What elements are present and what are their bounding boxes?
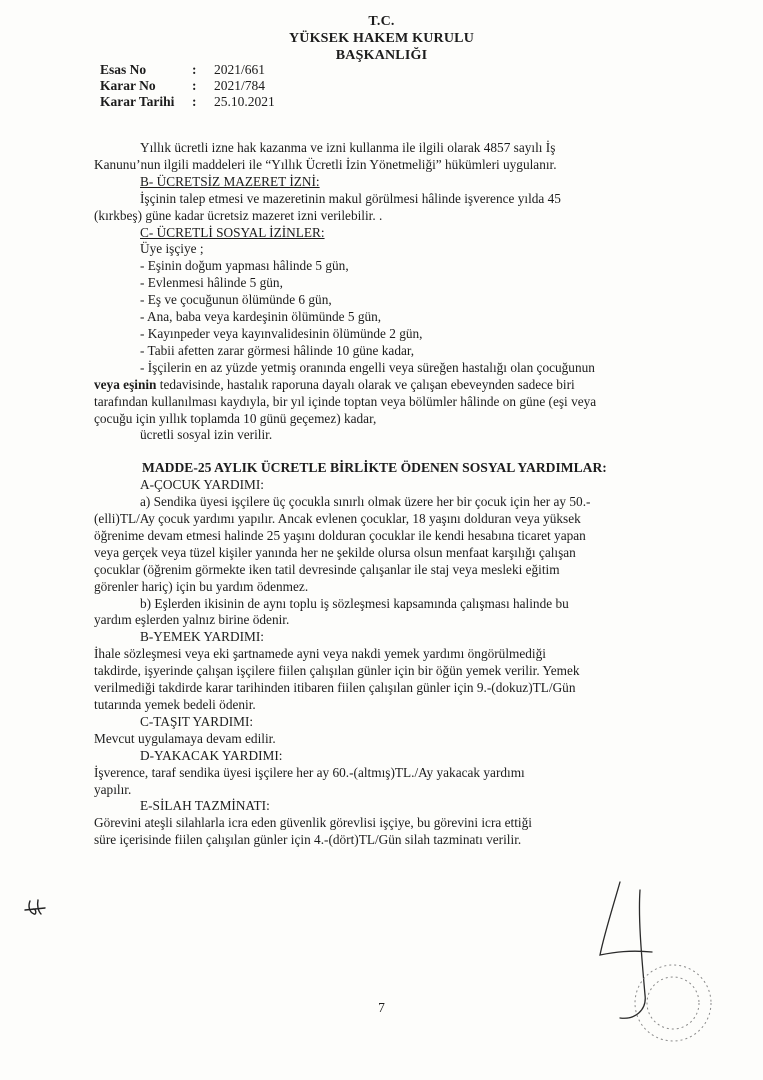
meta-value: 2021/661 [214, 62, 266, 77]
section-title-meal-aid: B-YEMEK YARDIMI: [140, 629, 264, 645]
meta-label: Karar Tarihi [100, 94, 175, 109]
paragraph-line: Kanunu’nun ilgili maddeleri ile “Yıllık Ücretli İzin Yönetmeliği” hükümleri uygulanır. [94, 156, 557, 172]
meta-value: 25.10.2021 [214, 94, 275, 109]
paragraph-line: a) Sendika üyesi işçilere üç çocukla sınırlı olmak üzere her bir çocuk için her ay 50.- [140, 494, 591, 510]
paragraph-line: (kırkbeş) güne kadar ücretsiz mazeret izni verilebilir. . [94, 207, 383, 223]
paragraph-line: süre içerisinde fiilen çalışılan günler için 4.-(dört)TL/Gün silah tazminatı verilir. [94, 832, 522, 848]
paragraph-line: yardım eşlerden yalnız birine ödenir. [94, 612, 290, 628]
section-title-fuel-aid: D-YAKACAK YARDIMI: [140, 747, 283, 763]
meta-row-esas [100, 62, 275, 78]
paragraph-line: görenler hariç) için bu yardım ödenmez. [94, 578, 309, 594]
document-body [94, 140, 698, 849]
line-text: tedavisinde, hastalık raporuna dayalı olarak ve çalışan ebeveynden sadece biri [156, 376, 575, 392]
paragraph-line: öğrenime devam etmesi halinde 25 yaşını dolduran çocuklar ile kendi hesabına ticaret yapan [94, 527, 586, 543]
paragraph-line: çocuklar (öğrenim görmekte iken tatil devresinde çalışanlar ile staj veya mesleki eğitim [94, 561, 560, 577]
paragraph-line: veya gerçek veya tüzel kişiler yanında her ne şekilde olursa olsun menfaat karşılığı çalışan [94, 544, 576, 560]
paragraph-line: çocuğu için yıllık toplamda 10 günü geçemez) kadar, [94, 410, 377, 426]
paragraph-line: İşverence, taraf sendika üyesi işçilere her ay 60.-(altmış)TL./Ay yakacak yardımı [94, 764, 525, 780]
meta-label: Esas No [100, 62, 147, 77]
paragraph-line: Üye işçiye ; [140, 241, 204, 257]
header-tc: T.C. [368, 14, 395, 29]
list-item: - Evlenmesi hâlinde 5 gün, [140, 275, 283, 291]
header-institution: YÜKSEK HAKEM KURULU [288, 31, 475, 46]
paragraph-line: tutarında yemek bedeli ödenir. [94, 697, 256, 712]
list-item: - Eş ve çocuğunun ölümünde 6 gün, [140, 292, 332, 308]
list-item: - Eşinin doğum yapması hâlinde 5 gün, [140, 258, 349, 274]
paragraph-line: İhale sözleşmesi veya eki şartnamede ayni veya nakdi yemek yardımı öngörülmediği [94, 646, 546, 662]
meta-colon: : [192, 62, 197, 77]
section-title-paid-social-leave: C- ÜCRETLİ SOSYAL İZİNLER: [140, 224, 325, 240]
spacer [94, 444, 698, 460]
paragraph-line: b) Eşlerden ikisinin de aynı toplu iş sözleşmesi kapsamında çalışması halinde bu [140, 595, 569, 611]
list-item: - Ana, baba veya kardeşinin ölümünde 5 gün, [140, 309, 382, 325]
paragraph-line: Görevini ateşli silahlarla icra eden güvenlik görevlisi işçiye, bu görevini icra ettiği [94, 815, 532, 831]
section-title-weapon-compensation: E-SİLAH TAZMİNATI: [140, 798, 270, 814]
paragraph-line: Yıllık ücretli izne hak kazanma ve izni kullanma ile ilgili olarak 4857 sayılı İş [140, 140, 556, 155]
meta-colon: : [192, 78, 197, 93]
paragraph-line: verilmediği takdirde karar tarihinden itibaren fiilen çalışılan günler için 9.-(dokuz)TL/Gün [94, 680, 576, 696]
section-title-unpaid-leave: B- ÜCRETSİZ MAZERET İZNİ: [140, 173, 320, 189]
paraph-mark [22, 896, 48, 918]
section-title-transport-aid: C-TAŞIT YARDIMI: [140, 713, 254, 729]
meta-label: Karar No [100, 78, 156, 93]
paragraph-line: tarafından kullanılması kaydıyla, bir yıl içinde toptan veya bölümler hâlinde on güne (eşi veya [94, 393, 597, 409]
paragraph-line: ücretli sosyal izin verilir. [140, 427, 273, 443]
meta-colon: : [192, 94, 197, 109]
paragraph-line: yapılır. [94, 781, 132, 797]
bold-text: veya eşinin [94, 376, 157, 392]
article-25-title: MADDE-25 AYLIK ÜCRETLE BİRLİKTE ÖDENEN SOSYAL YARDIMLAR: [142, 460, 607, 476]
meta-value: 2021/784 [214, 78, 266, 93]
paragraph-line: (elli)TL/Ay çocuk yardımı yapılır. Ancak evlenen çocuklar, 18 yaşını dolduran veya yüksek [94, 511, 581, 527]
case-meta [100, 62, 275, 110]
meta-row-tarih [100, 94, 275, 110]
paragraph-line: takdirde, işyerinde çalışan işçilere fiilen çalışılan günler için bir öğün yemek verilir. Yemek [94, 663, 580, 679]
list-item: - İşçilerin en az yüzde yetmiş oranında engelli veya süreğen hastalığı olan çocuğunun [140, 359, 595, 375]
header-presidency: BAŞKANLIĞI [335, 48, 428, 63]
paragraph-line [94, 377, 698, 394]
list-item: - Tabii afetten zarar görmesi hâlinde 10 güne kadar, [140, 342, 415, 358]
list-item: - Kayınpeder veya kayınvalidesinin ölümünde 2 gün, [140, 325, 423, 341]
page-number: 7 [378, 1000, 385, 1015]
section-title-child-aid: A-ÇOCUK YARDIMI: [140, 477, 264, 493]
meta-row-karar [100, 78, 275, 94]
paragraph-line: İşçinin talep etmesi ve mazeretinin makul görülmesi hâlinde işverence yılda 45 [140, 190, 561, 206]
paragraph-line: Mevcut uygulamaya devam edilir. [94, 730, 276, 746]
